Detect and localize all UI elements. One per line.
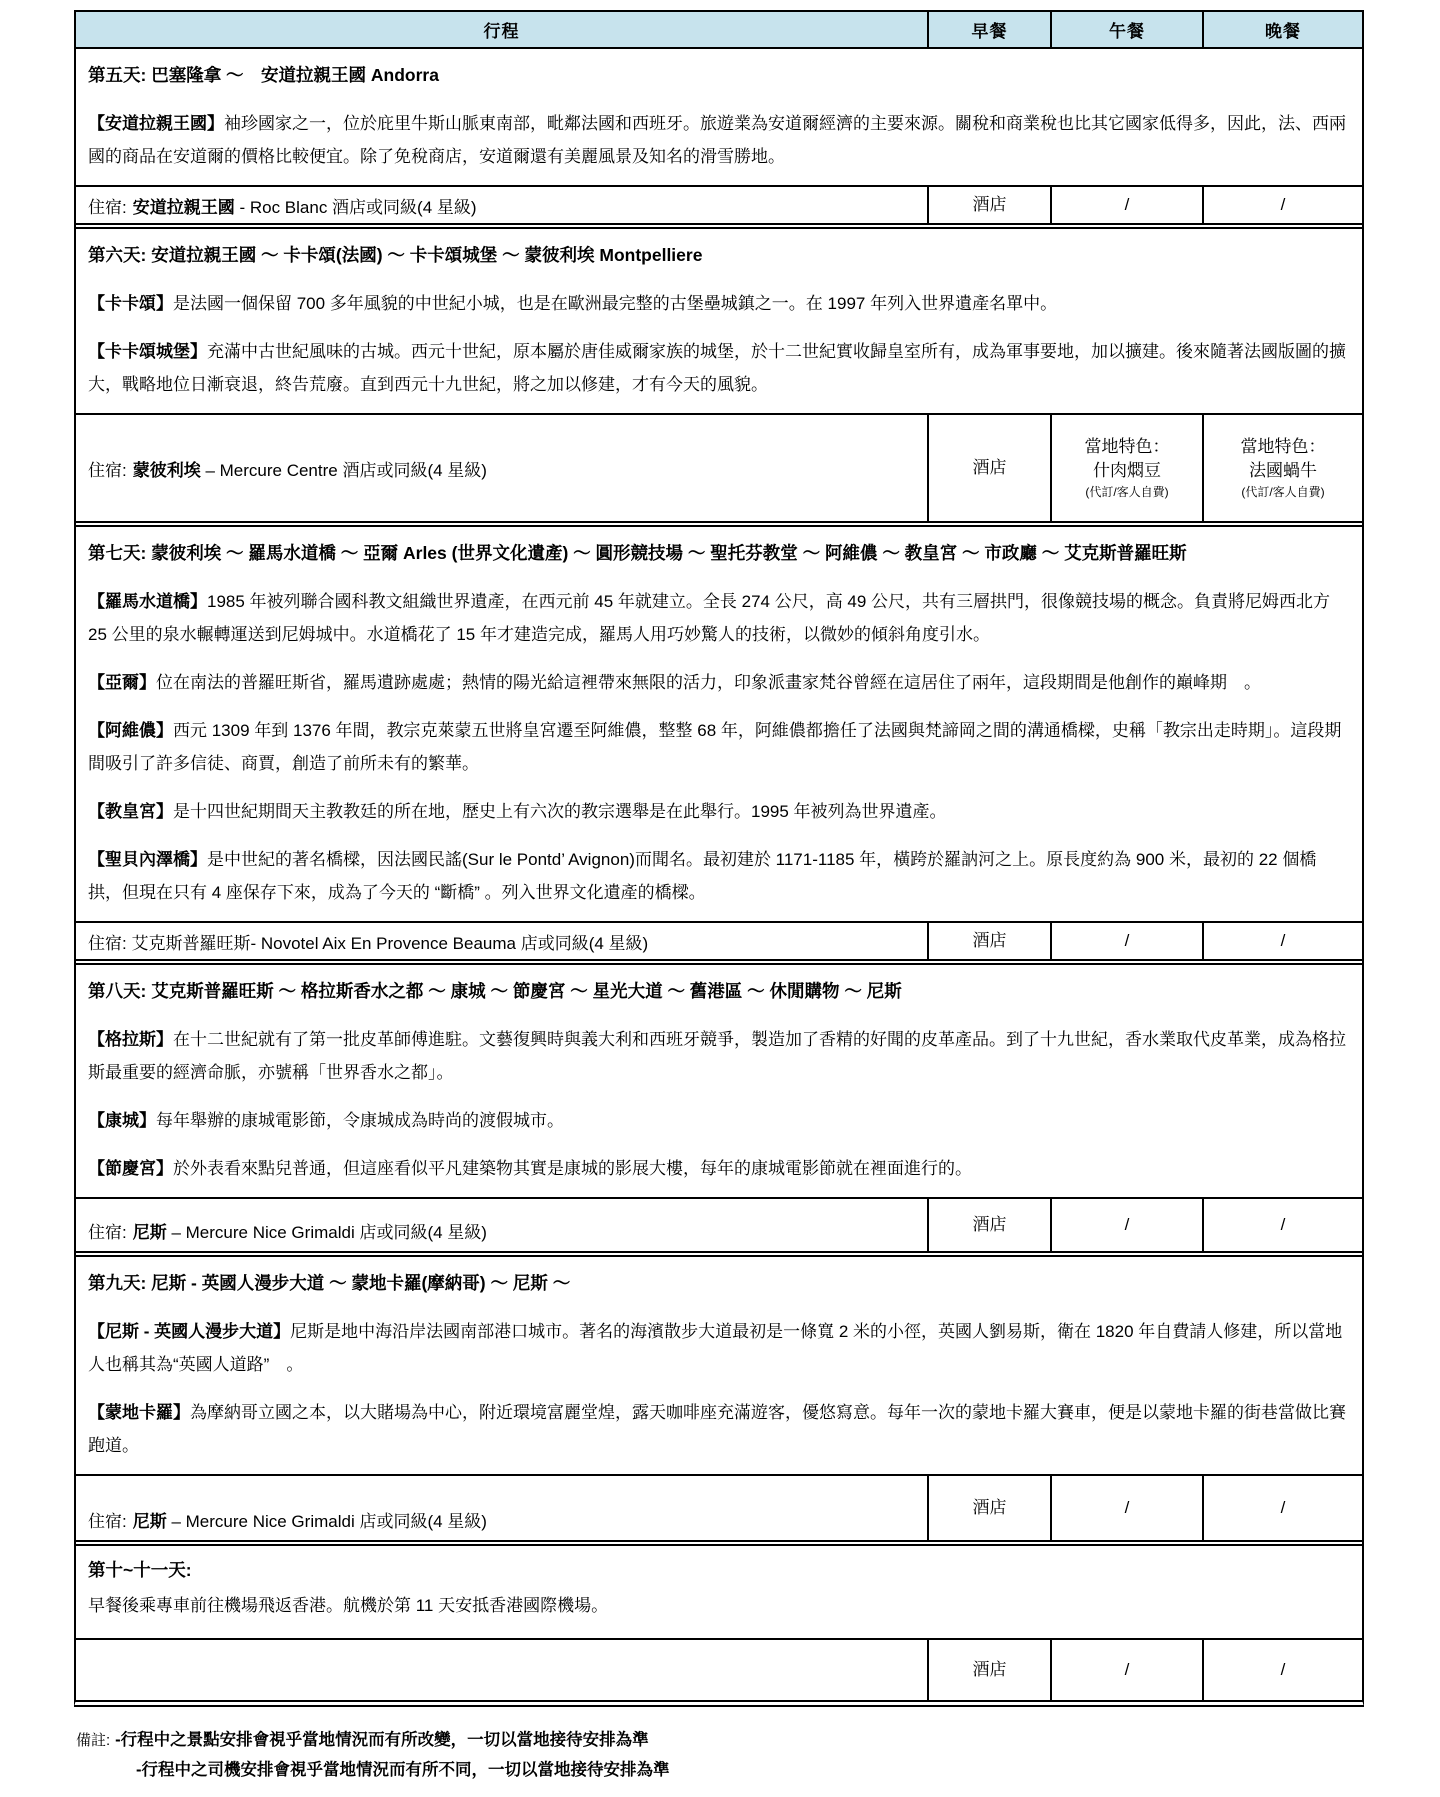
hotel-label: 住宿: bbox=[88, 1512, 127, 1531]
header-itinerary: 行程 bbox=[483, 22, 520, 41]
day-paragraph bbox=[88, 714, 1350, 780]
day-title: 第十~十一天: bbox=[88, 1560, 192, 1580]
note-text: -行程中之司機安排會視乎當地情況而有所不同，一切以當地接待安排為準 bbox=[136, 1761, 670, 1779]
header-breakfast: 早餐 bbox=[927, 12, 1050, 47]
day-title: 第六天: 安道拉親王國 ～ 卡卡頌(法國) ～ 卡卡頌城堡 ～ 蒙彼利埃 Montpelliere bbox=[88, 245, 703, 265]
day-9-hotel-row bbox=[76, 1474, 1362, 1540]
hotel-detail: – Mercure Nice Grimaldi 店或同級(4 星級) bbox=[166, 1223, 487, 1242]
day-paragraph bbox=[88, 335, 1350, 401]
note-text: -行程中之景點安排會視乎當地情況而有所改變，一切以當地接待安排為準 bbox=[115, 1731, 649, 1749]
lunch-cell: / bbox=[1050, 923, 1202, 959]
day-paragraph bbox=[88, 1104, 1350, 1137]
paragraph-text: 1985 年被列聯合國科教文組織世界遺產，在西元前 45 年就建立。全長 274 公尺，高 49 公尺，共有三層拱門，很像競技場的概念。負責將尼姆西北方 25 公里的泉水輾轉運送到尼姆城中。水道橋花了 15 年才建造完成，羅馬人用巧妙驚人的技術，以微妙的傾斜角度引水。 bbox=[88, 592, 1331, 644]
lunch-cell: / bbox=[1050, 1199, 1202, 1251]
dinner-cell: 當地特色： 法國蝸牛 (代訂/客人自費) bbox=[1202, 415, 1362, 521]
hotel-name: 尼斯 bbox=[132, 1223, 167, 1242]
day-5-hotel-row bbox=[76, 185, 1362, 223]
day-paragraph bbox=[88, 843, 1350, 909]
hotel-cell bbox=[76, 1476, 927, 1540]
day-paragraph bbox=[88, 107, 1350, 173]
notes-label: 備註: bbox=[76, 1732, 111, 1749]
dinner-cell: / bbox=[1202, 1476, 1362, 1540]
day-5-description bbox=[76, 49, 1362, 185]
header-lunch: 午餐 bbox=[1050, 12, 1202, 47]
dinner-cell: / bbox=[1202, 923, 1362, 959]
hotel-cell bbox=[76, 923, 927, 959]
day-paragraph bbox=[88, 1315, 1350, 1381]
paragraph-text: 在十二世紀就有了第一批皮革師傅進駐。文藝復興時與義大利和西班牙競爭，製造加了香精的好聞的皮革產品。到了十九世紀，香水業取代皮革業，成為格拉斯最重要的經濟命脈，亦號稱「世界香水之都」。 bbox=[88, 1030, 1346, 1082]
lunch-cell: / bbox=[1050, 187, 1202, 223]
hotel-cell bbox=[76, 187, 927, 223]
hotel-cell bbox=[76, 1199, 927, 1251]
day-title: 第八天: 艾克斯普羅旺斯 ～ 格拉斯香水之都 ～ 康城 ～ 節慶宮 ～ 星光大道 ～ 舊港區 ～ 休閒購物 ～ 尼斯 bbox=[88, 981, 902, 1001]
paragraph-label: 【卡卡頌】 bbox=[88, 294, 173, 313]
day-10-11-block bbox=[76, 1540, 1362, 1700]
paragraph-label: 【卡卡頌城堡】 bbox=[88, 342, 207, 361]
paragraph-label: 【蒙地卡羅】 bbox=[88, 1403, 190, 1422]
lunch-cell: 當地特色： 什肉燜豆 (代訂/客人自費) bbox=[1050, 415, 1202, 521]
meal-note: (代訂/客人自費) bbox=[1085, 485, 1169, 499]
day-title: 第七天: 蒙彼利埃 ～ 羅馬水道橋 ～ 亞爾 Arles (世界文化遺產) ～ 圓形競技場 ～ 聖托芬教堂 ～ 阿維儂 ～ 教皇宮 ～ 市政廳 ～ 艾克斯普羅旺斯 bbox=[88, 543, 1187, 563]
dinner-cell: / bbox=[1202, 1640, 1362, 1700]
day-7-hotel-row bbox=[76, 921, 1362, 959]
paragraph-text: 充滿中古世紀風味的古城。西元十世紀，原本屬於唐佳威爾家族的城堡，於十二世紀實收歸皇室所有，成為軍事要地，加以擴建。後來隨著法國版圖的擴大，戰略地位日漸衰退，終告荒廢。直到西元十九世紀，將之加以修建，才有今天的風貌。 bbox=[88, 342, 1346, 394]
paragraph-text: 是十四世紀期間天主教教廷的所在地，歷史上有六次的教宗選舉是在此舉行。1995 年被列為世界遺產。 bbox=[173, 802, 947, 821]
paragraph-text: 位在南法的普羅旺斯省，羅馬遺跡處處；熱情的陽光給這裡帶來無限的活力，印象派畫家梵谷曾經在這居住了兩年，這段期間是他創作的巔峰期 。 bbox=[156, 673, 1261, 692]
meal-note: (代訂/客人自費) bbox=[1241, 485, 1325, 499]
day-6-description bbox=[76, 229, 1362, 413]
day-10-11-hotel-row bbox=[76, 1638, 1362, 1700]
day-7-block bbox=[76, 521, 1362, 959]
hotel-cell bbox=[76, 1640, 927, 1700]
note-line bbox=[76, 1725, 1364, 1755]
paragraph-label: 【格拉斯】 bbox=[88, 1030, 173, 1049]
paragraph-label: 【康城】 bbox=[88, 1111, 156, 1130]
hotel-label: 住宿: bbox=[88, 1223, 127, 1242]
day-9-block bbox=[76, 1251, 1362, 1540]
day-8-description bbox=[76, 965, 1362, 1197]
day-9-description bbox=[76, 1257, 1362, 1474]
paragraph-text: 每年舉辦的康城電影節，令康城成為時尚的渡假城市。 bbox=[156, 1111, 564, 1130]
day-6-hotel-row bbox=[76, 413, 1362, 521]
breakfast-cell: 酒店 bbox=[927, 187, 1050, 223]
paragraph-label: 【節慶宮】 bbox=[88, 1159, 173, 1178]
hotel-name: 蒙彼利埃 bbox=[132, 460, 201, 480]
day-10-11-description bbox=[76, 1546, 1362, 1638]
day-title: 第九天: 尼斯 - 英國人漫步大道 ～ 蒙地卡羅(摩納哥) ～ 尼斯 ～ bbox=[88, 1273, 571, 1293]
itinerary-page bbox=[74, 10, 1364, 1785]
hotel-detail: – Mercure Nice Grimaldi 店或同級(4 星級) bbox=[166, 1512, 487, 1531]
hotel-label: 住宿: bbox=[88, 460, 127, 480]
paragraph-text: 是法國一個保留 700 多年風貌的中世紀小城，也是在歐洲最完整的古堡壘城鎮之一。在 1997 年列入世界遺產名單中。 bbox=[173, 294, 1058, 313]
day-title: 第五天: 巴塞隆拿 ～ 安道拉親王國 Andorra bbox=[88, 65, 439, 85]
day-paragraph bbox=[88, 1396, 1350, 1462]
lunch-cell: / bbox=[1050, 1640, 1202, 1700]
day-paragraph bbox=[88, 1023, 1350, 1089]
day-6-block bbox=[76, 223, 1362, 521]
hotel-label: 住宿: bbox=[88, 197, 127, 217]
paragraph-label: 【阿維儂】 bbox=[88, 721, 173, 740]
paragraph-text: 尼斯是地中海沿岸法國南部港口城市。著名的海濱散步大道最初是一條寬 2 米的小徑，英國人劉易斯，衛在 1820 年自費請人修建，所以當地人也稱其為“英國人道路” 。 bbox=[88, 1322, 1343, 1374]
paragraph-text: 袖珍國家之一，位於庇里牛斯山脈東南部，毗鄰法國和西班牙。旅遊業為安道爾經濟的主要來源。關稅和商業稅也比其它國家低得多，因此，法、西兩國的商品在安道爾的價格比較便宜。除了免稅商店，安道爾還有美麗風景及知名的滑雪勝地。 bbox=[88, 114, 1346, 166]
paragraph-text: 早餐後乘專車前往機場飛返香港。航機於第 11 天安抵香港國際機場。 bbox=[88, 1596, 609, 1615]
header-dinner: 晚餐 bbox=[1202, 12, 1362, 47]
day-8-hotel-row bbox=[76, 1197, 1362, 1251]
breakfast-cell: 酒店 bbox=[927, 1476, 1050, 1540]
hotel-name: 尼斯 bbox=[132, 1512, 167, 1531]
hotel-detail: 艾克斯普羅旺斯- Novotel Aix En Provence Beauma 店或同級(4 星級) bbox=[126, 933, 649, 953]
hotel-detail: – Mercure Centre 酒店或同級(4 星級) bbox=[200, 460, 487, 480]
paragraph-text: 為摩納哥立國之本，以大賭場為中心，附近環境富麗堂煌，露天咖啡座充滿遊客，優悠寫意。每年一次的蒙地卡羅大賽車，便是以蒙地卡羅的街巷當做比賽跑道。 bbox=[88, 1403, 1346, 1455]
paragraph-label: 【教皇宮】 bbox=[88, 802, 173, 821]
dinner-cell: / bbox=[1202, 187, 1362, 223]
hotel-cell bbox=[76, 415, 927, 521]
day-paragraph bbox=[88, 666, 1350, 699]
paragraph-label: 【亞爾】 bbox=[88, 673, 156, 692]
hotel-name: 安道拉親王國 bbox=[132, 197, 235, 217]
day-paragraph bbox=[88, 585, 1350, 651]
hotel-detail: - Roc Blanc 酒店或同級(4 星級) bbox=[234, 197, 477, 217]
breakfast-cell: 酒店 bbox=[927, 415, 1050, 521]
paragraph-text: 西元 1309 年到 1376 年間，教宗克萊蒙五世將皇宮遷至阿維儂，整整 68 年，阿維儂都擔任了法國與梵諦岡之間的溝通橋樑，史稱「教宗出走時期」。這段期間吸引了許多信徒、商賈，創造了前所未有的繁華。 bbox=[88, 721, 1342, 773]
day-paragraph bbox=[88, 1152, 1350, 1185]
table-header-row bbox=[76, 12, 1362, 49]
paragraph-label: 【尼斯 - 英國人漫步大道】 bbox=[88, 1322, 291, 1341]
breakfast-cell: 酒店 bbox=[927, 923, 1050, 959]
lunch-cell: / bbox=[1050, 1476, 1202, 1540]
day-7-description bbox=[76, 527, 1362, 921]
itinerary-table bbox=[74, 10, 1364, 1707]
paragraph-label: 【羅馬水道橋】 bbox=[88, 592, 207, 611]
dinner-cell: / bbox=[1202, 1199, 1362, 1251]
paragraph-label: 【聖貝內澤橋】 bbox=[88, 850, 207, 869]
footer-notes bbox=[76, 1725, 1364, 1785]
breakfast-cell: 酒店 bbox=[927, 1640, 1050, 1700]
hotel-label: 住宿: bbox=[88, 933, 127, 953]
paragraph-text: 於外表看來點兒普通，但這座看似平凡建築物其實是康城的影展大樓，每年的康城電影節就在裡面進行的。 bbox=[173, 1159, 972, 1178]
day-5-block bbox=[76, 49, 1362, 223]
day-8-block bbox=[76, 959, 1362, 1251]
day-paragraph bbox=[88, 795, 1350, 828]
note-line bbox=[136, 1755, 1364, 1785]
paragraph-label: 【安道拉親王國】 bbox=[88, 114, 224, 133]
paragraph-text: 是中世紀的著名橋樑，因法國民謠(Sur le Pontd’ Avignon)而聞名。最初建於 1171-1185 年，橫跨於羅訥河之上。原長度約為 900 米，最初的 22 個橋拱，但現在只有 4 座保存下來，成為了今天的 “斷橋” 。列入世界文化遺產的橋樑。 bbox=[88, 850, 1317, 902]
day-paragraph bbox=[88, 287, 1350, 320]
breakfast-cell: 酒店 bbox=[927, 1199, 1050, 1251]
day-paragraph bbox=[88, 1589, 1350, 1622]
